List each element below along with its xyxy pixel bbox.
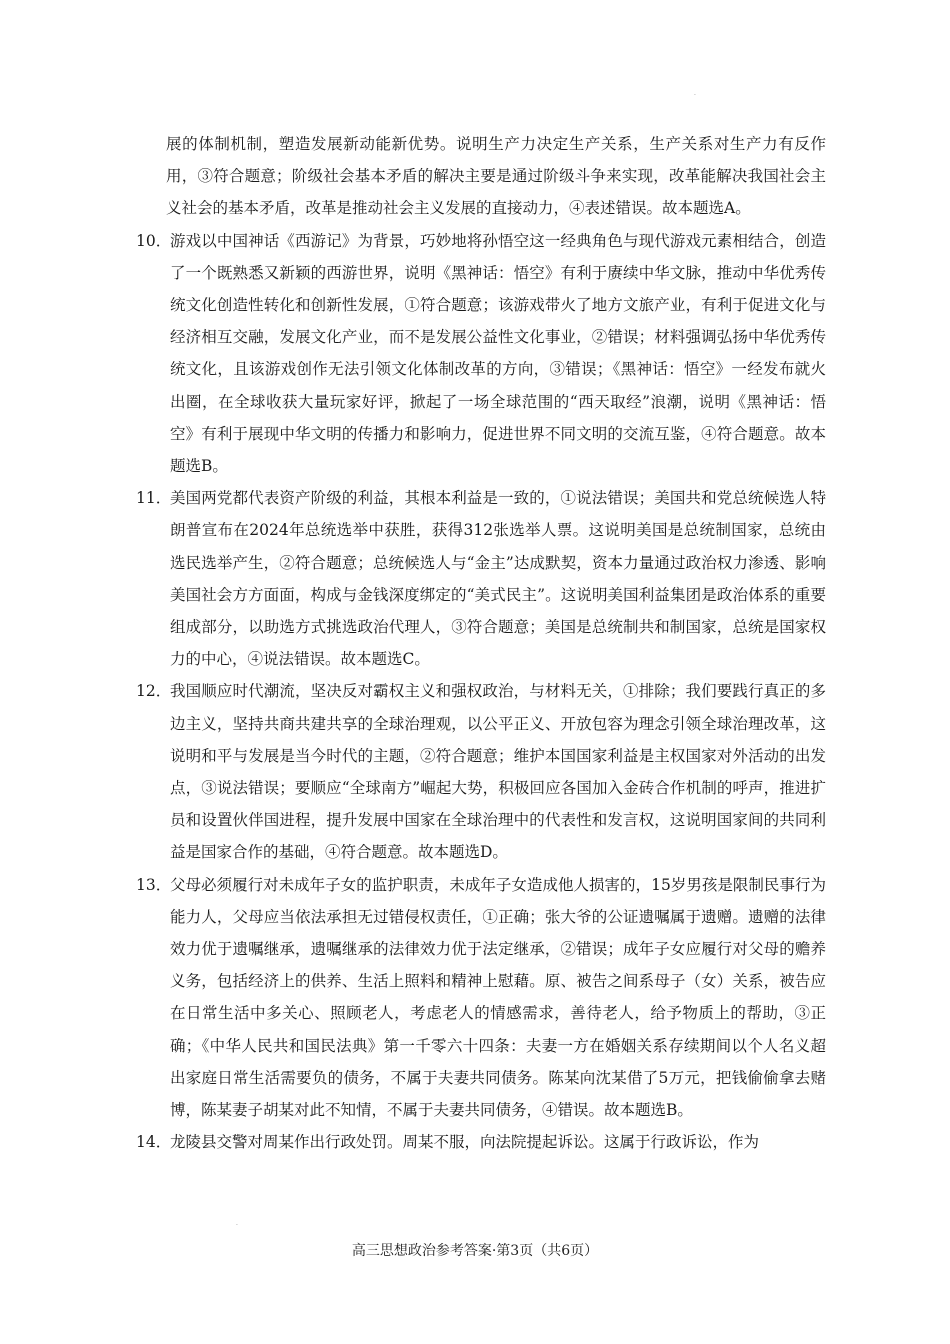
answer-item-10 [136, 225, 826, 483]
item-text: 父母必须履行对未成年子女的监护职责，未成年子女造成他人损害的，15岁男孩是限制民事行为能力人，父母应当依法承担无过错侵权责任，①正确；张大爷的公证遗嘱属于遗赠。遗赠的法律效力优于遗嘱继承，遗嘱继承的法律效力优于法定继承，②错误；成年子女应履行对父母的赡养义务，包括经济上的供养、生活上照料和精神上慰藉。原、被告之间系母子（女）关系，被告应在日常生活中多关心、照顾老人，考虑老人的情感需求，善待老人，给予物质上的帮助，③正确；《中华人民共和国民法典》第一千零六十四条：夫妻一方在婚姻关系存续期间以个人名义超出家庭日常生活需要负的债务，不属于夫妻共同债务。陈某向沈某借了5万元，把钱偷偷拿去赌博，陈某妻子胡某对此不知情，不属于夫妻共同债务，④错误。故本题选B。 [170, 875, 826, 1120]
answer-content [136, 128, 826, 1159]
item-text: 我国顺应时代潮流，坚决反对霸权主义和强权政治，与材料无关，①排除；我们要践行真正的多边主义，坚持共商共建共享的全球治理观，以公平正义、开放包容为理念引领全球治理改革，这说明和平与发展是当今时代的主题，②符合题意；维护本国国家利益是主权国家对外活动的出发点，③说法错误；要顺应“全球南方”崛起大势，积极回应各国加入金砖合作机制的呼声，推进扩员和设置伙伴国进程，提升发展中国家在全球治理中的代表性和发言权，这说明国家间的共同利益是国家合作的基础，④符合题意。故本题选D。 [170, 682, 826, 862]
item-number: 13． [136, 875, 172, 894]
header-dot-mark: · [694, 92, 696, 99]
item-text: 游戏以中国神话《西游记》为背景，巧妙地将孙悟空这一经典角色与现代游戏元素相结合，创造了一个既熟悉又新颖的西游世界，说明《黑神话：悟空》有利于赓续中华文脉，推动中华优秀传统文化创造性转化和创新性发展，①符合题意；该游戏带火了地方文旅产业，有利于促进文化与经济相互交融，发展文化产业，而不是发展公益性文化事业，②错误；材料强调弘扬中华优秀传统文化，且该游戏创作无法引领文化体制改革的方向，③错误；《黑神话：悟空》一经发布就火出圈，在全球收获大量玩家好评，掀起了一场全球范围的“西天取经”浪潮，说明《黑神话：悟空》有利于展现中华文明的传播力和影响力，促进世界不同文明的交流互鉴，④符合题意。故本题选B。 [170, 231, 826, 476]
item-number: 10． [136, 231, 172, 250]
answer-item-11 [136, 482, 826, 675]
answer-item-14 [136, 1126, 826, 1158]
answer-item-13 [136, 869, 826, 1127]
item-number: 11． [136, 489, 172, 508]
answer-item-12 [136, 675, 826, 868]
bottom-dot-mark: · [236, 1222, 238, 1229]
item-text: 美国两党都代表资产阶级的利益，其根本利益是一致的，①说法错误；美国共和党总统候选人特朗普宣布在2024年总统选举中获胜，获得312张选举人票。这说明美国是总统制国家，总统由选民选举产生，②符合题意；总统候选人与“金主”达成默契，资本力量通过政治权力渗透、影响美国社会方方面面，构成与金钱深度绑定的“美式民主”。这说明美国利益集团是政治体系的重要组成部分，以助选方式挑选政治代理人，③符合题意；美国是总统制共和制国家，总统是国家权力的中心，④说法错误。故本题选C。 [170, 489, 826, 669]
item-number: 12． [136, 682, 172, 701]
item-text: 龙陵县交警对周某作出行政处罚。周某不服，向法院提起诉讼。这属于行政诉讼，作为 [170, 1133, 760, 1152]
continuation-paragraph: 展的体制机制，塑造发展新动能新优势。说明生产力决定生产关系，生产关系对生产力有反作用，③符合题意；阶级社会基本矛盾的解决主要是通过阶级斗争来实现，改革能解决我国社会主义社会的基本矛盾，改革是推动社会主义发展的直接动力，④表述错误。故本题选A。 [166, 135, 826, 218]
item-number: 14． [136, 1133, 172, 1152]
page-footer: 高三思想政治参考答案·第3页（共6页） [351, 1243, 599, 1259]
